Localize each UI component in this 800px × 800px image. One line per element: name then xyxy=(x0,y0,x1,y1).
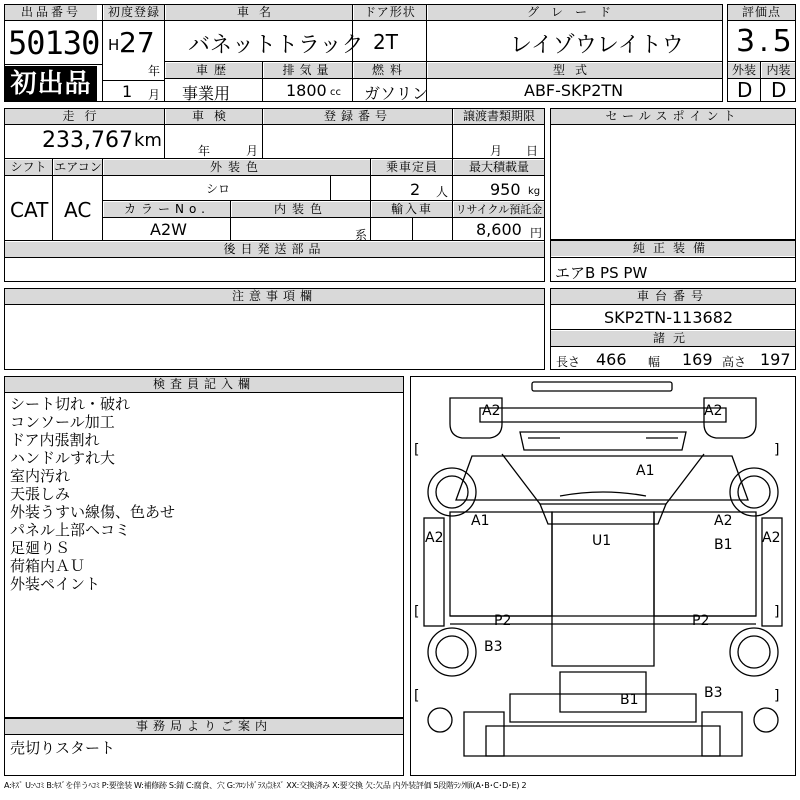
rear-bumper-shape xyxy=(486,726,720,756)
bracket-mark: [ xyxy=(414,604,420,620)
divider xyxy=(550,304,796,305)
divider xyxy=(4,20,723,21)
divider xyxy=(164,108,165,158)
rear-left-wheel-shape xyxy=(428,628,476,676)
model-code: ABF-SKP2TN xyxy=(524,81,624,100)
divider xyxy=(330,175,331,200)
first-registration-label: 初度登録 xyxy=(104,5,164,20)
divider xyxy=(452,158,453,240)
inspector-notes-label: 検査員記入欄 xyxy=(5,377,403,392)
divider xyxy=(550,329,796,330)
right-door-shape xyxy=(654,512,756,616)
damage-mark: A1 xyxy=(636,463,655,479)
damage-mark: B1 xyxy=(714,537,733,553)
divider xyxy=(452,108,453,158)
fuel-label: 燃料 xyxy=(354,63,426,78)
evaluation-score: 3.5 xyxy=(736,24,796,59)
list-item: 足廻りＳ xyxy=(10,539,71,557)
evaluation-label: 評価点 xyxy=(728,5,795,20)
recycle-deposit: 8,600 xyxy=(476,220,522,239)
exterior-grade-label: 外装 xyxy=(728,63,760,78)
first-registration-year: 27 xyxy=(119,26,155,59)
color-no: A2W xyxy=(150,220,187,239)
exterior-color: シロ xyxy=(206,182,231,196)
dimensions-label: 諸元 xyxy=(551,331,795,346)
left-door-shape xyxy=(450,512,552,616)
bracket-mark: ] xyxy=(774,442,780,458)
front-bumper-shape xyxy=(480,408,726,422)
width-label: 幅 xyxy=(648,355,661,369)
max-load-label: 最大積載量 xyxy=(454,160,544,175)
cab-outline-shape xyxy=(456,456,748,500)
capacity-unit: 人 xyxy=(436,185,449,199)
vehicle-history-label: 車歴 xyxy=(166,63,262,78)
divider xyxy=(4,240,545,241)
model-code-label: 型式 xyxy=(428,63,722,78)
divider xyxy=(4,304,545,305)
bracket-mark: [ xyxy=(414,442,420,458)
office-notice-label: 事務局よりご案内 xyxy=(5,719,403,734)
list-item: 室内汚れ xyxy=(10,467,71,485)
list-item: 天張しみ xyxy=(10,485,71,503)
divider xyxy=(4,124,545,125)
mileage-unit: km xyxy=(134,130,162,151)
damage-mark: U1 xyxy=(592,533,612,549)
rear-right-light-shape xyxy=(702,712,742,756)
interior-grade: D xyxy=(771,78,787,102)
bracket-mark: ] xyxy=(774,688,780,704)
mileage-label: 走行 xyxy=(5,109,164,124)
damage-mark: A1 xyxy=(471,513,490,529)
damage-mark: A2 xyxy=(762,530,781,546)
divider xyxy=(550,257,796,258)
divider xyxy=(727,20,796,21)
aircon: AC xyxy=(64,198,92,222)
notes-label: 注意事項欄 xyxy=(5,289,544,304)
first-registration-era: H xyxy=(108,36,120,54)
roof-curve xyxy=(560,492,646,496)
list-item: ハンドルすれ大 xyxy=(10,449,116,467)
inspection-label: 車検 xyxy=(166,109,262,124)
damage-mark: A2 xyxy=(425,530,444,546)
capacity: 2 xyxy=(410,180,421,199)
roof-rack-shape xyxy=(532,382,672,391)
damage-mark: B3 xyxy=(484,639,503,655)
shift-label: シフト xyxy=(5,160,52,175)
front-right-wheel-shape xyxy=(730,468,778,516)
color-no-label: カラーNo. xyxy=(104,202,230,217)
rear-gate-shape xyxy=(510,694,696,722)
displacement-unit: cc xyxy=(330,87,341,98)
divider xyxy=(4,175,545,176)
divider xyxy=(550,346,796,347)
genuine-equipment: エアB PS PW xyxy=(555,264,648,282)
vehicle-diagram xyxy=(410,376,796,776)
inspection-month-unit: 月 xyxy=(246,144,259,158)
height-label: 高さ xyxy=(722,355,747,369)
divider xyxy=(164,61,723,62)
recycle-deposit-unit: 円 xyxy=(530,226,543,240)
divider xyxy=(4,734,404,735)
damage-mark: P2 xyxy=(692,613,710,629)
interior-color-label: 内装色 xyxy=(232,202,370,217)
recycle-deposit-label: リサイクル預託金 xyxy=(455,203,543,216)
rear-right-tire-shape xyxy=(754,708,778,732)
transfer-doc-label: 譲渡書類期限 xyxy=(454,109,544,124)
capacity-label: 乗車定員 xyxy=(372,160,452,175)
list-item: ドア内張割れ xyxy=(10,431,100,449)
divider xyxy=(164,78,723,79)
chassis-number-label: 車台番号 xyxy=(551,289,795,304)
front-left-wheel-shape xyxy=(428,468,476,516)
shift: CAT xyxy=(10,198,49,222)
windshield-pillars xyxy=(502,454,704,504)
transfer-doc-day-unit: 日 xyxy=(526,144,539,158)
displacement: 1800 xyxy=(286,81,327,100)
legend: A:ｷｽﾞ U:ﾍｺﾐ B:ｷｽﾞを伴うﾍｺﾐ P:要塗装 W:補修跡 S:錆 C:腐食、穴 G:ﾌﾛﾝﾄｶﾞﾗｽ点ｷｽﾞ XX:交換済み X:要交換 欠:欠品 内外装評価 5段階ﾗﾝｸ順(A･B･C･D･E) 2 xyxy=(4,781,527,790)
divider xyxy=(262,61,263,102)
displacement-label: 排気量 xyxy=(264,63,352,78)
auction-number: 50130 xyxy=(8,24,100,62)
chassis-number: SKP2TN-113682 xyxy=(604,308,734,327)
divider xyxy=(262,108,263,158)
grade: レイゾウレイトウ xyxy=(510,33,684,58)
divider xyxy=(164,4,165,102)
door-type: 2T xyxy=(373,30,398,54)
first-registration-month: 1 xyxy=(122,82,133,101)
bracket-mark: [ xyxy=(414,688,420,704)
divider xyxy=(370,158,371,240)
interior-grade-label: 内装 xyxy=(762,63,795,78)
damage-mark: B3 xyxy=(704,685,723,701)
height: 197 xyxy=(760,350,791,369)
vehicle-name: バネットトラック xyxy=(188,33,364,58)
width: 169 xyxy=(682,350,713,369)
rear-left-light-shape xyxy=(464,712,504,756)
divider xyxy=(550,124,796,125)
max-load: 950 xyxy=(490,180,521,199)
damage-mark: A2 xyxy=(704,403,723,419)
mileage: 233,767 xyxy=(42,128,133,153)
divider xyxy=(102,158,103,240)
transfer-doc-month-unit: 月 xyxy=(490,144,503,158)
damage-mark: P2 xyxy=(494,613,512,629)
exterior-grade: D xyxy=(737,78,753,102)
divider xyxy=(760,61,761,102)
divider xyxy=(4,392,404,393)
sales-points-label: セールスポイント xyxy=(551,109,795,124)
damage-mark: A2 xyxy=(714,513,733,529)
list-item: コンソール加工 xyxy=(10,413,115,431)
divider xyxy=(230,200,231,240)
auction-number-label: 出品番号 xyxy=(5,5,97,20)
divider xyxy=(4,64,103,65)
divider xyxy=(4,158,545,159)
list-item: 外装うすい線傷、色あせ xyxy=(10,503,176,521)
divider xyxy=(52,158,53,240)
interior-color-unit: 系 xyxy=(355,228,368,242)
list-item: シート切れ・破れ xyxy=(10,395,131,413)
first-registration-year-unit: 年 xyxy=(148,64,161,78)
divider xyxy=(102,4,103,102)
bracket-mark: ] xyxy=(774,604,780,620)
max-load-unit: kg xyxy=(528,186,541,197)
sales-points-box xyxy=(550,108,796,240)
windshield-shape xyxy=(540,504,666,524)
genuine-equipment-label: 純正装備 xyxy=(551,241,795,256)
exterior-color-label: 外装色 xyxy=(104,160,370,175)
first-registration-month-unit: 月 xyxy=(148,88,161,102)
rear-left-tire-shape xyxy=(428,708,452,732)
list-item: 荷箱内ＡＵ xyxy=(10,557,86,575)
first-listing-badge: 初出品 xyxy=(5,66,97,102)
length: 466 xyxy=(596,350,627,369)
list-item: 外装ペイント xyxy=(10,575,101,593)
vehicle-name-label: 車名 xyxy=(166,5,352,20)
inspector-notes-list xyxy=(10,395,175,593)
list-item: パネル上部ヘコミ xyxy=(10,521,131,539)
fuel: ガソリン xyxy=(364,84,429,103)
rear-right-wheel-shape xyxy=(730,628,778,676)
divider xyxy=(412,217,413,240)
later-parts-label: 後日発送部品 xyxy=(5,242,544,257)
office-notice: 売切りスタート xyxy=(10,739,116,757)
inspection-year-unit: 年 xyxy=(198,144,211,158)
vehicle-history: 事業用 xyxy=(182,84,231,103)
aircon-label: エアコン xyxy=(54,160,102,174)
divider xyxy=(103,80,164,81)
damage-mark: A2 xyxy=(482,403,501,419)
divider xyxy=(727,61,796,62)
length-label: 長さ xyxy=(556,355,581,369)
divider xyxy=(102,217,545,218)
door-type-label: ドア形状 xyxy=(354,5,426,20)
import-label: 輸入車 xyxy=(372,202,452,217)
divider xyxy=(4,257,545,258)
grade-label: グレード xyxy=(428,5,722,20)
grille-shape xyxy=(520,432,686,450)
divider xyxy=(102,200,545,201)
registration-number-label: 登録番号 xyxy=(264,109,452,124)
damage-mark: B1 xyxy=(620,692,639,708)
